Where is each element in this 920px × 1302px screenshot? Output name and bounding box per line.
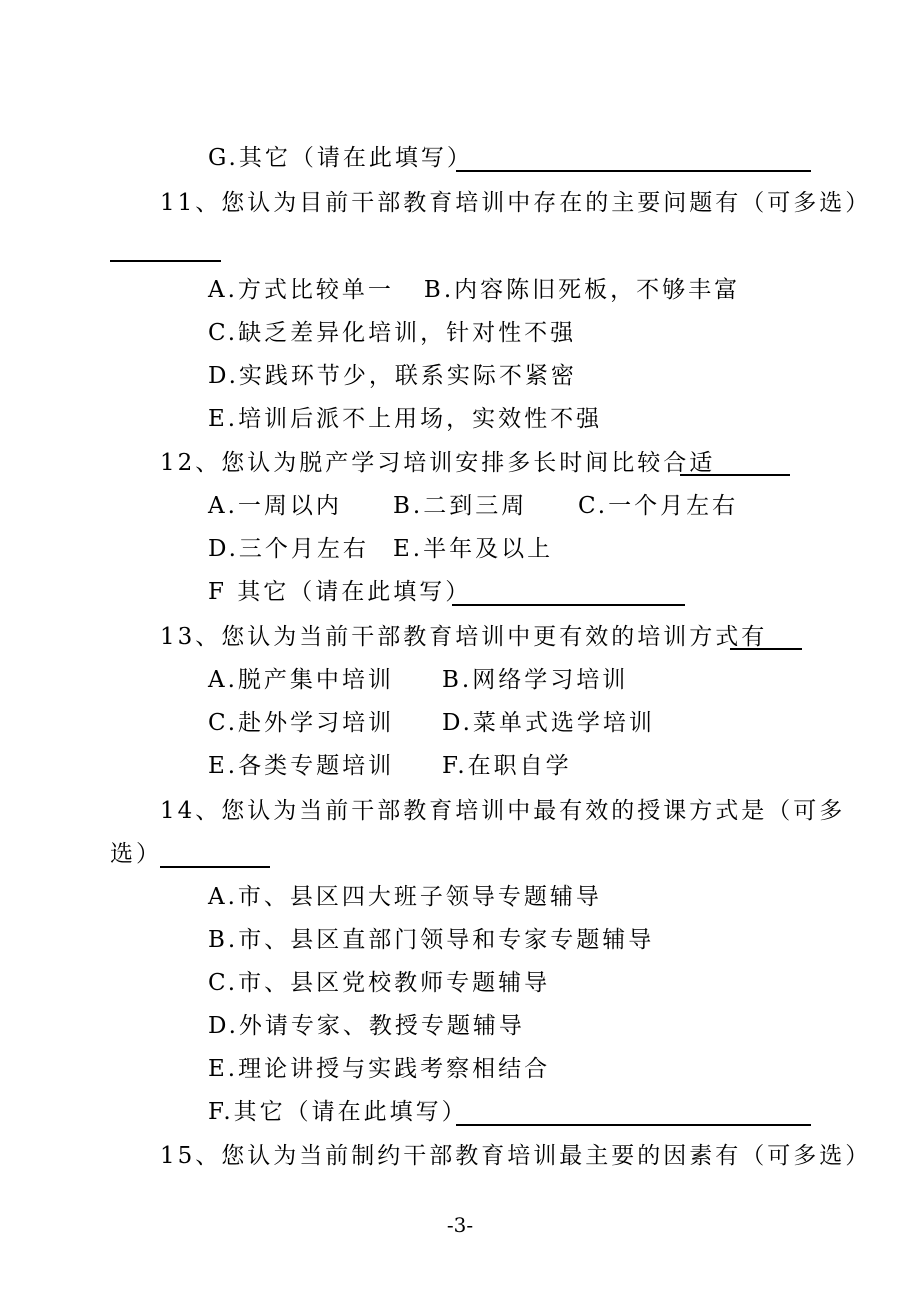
q10-option-g-blank[interactable] bbox=[456, 144, 811, 172]
page-number: -3- bbox=[446, 1213, 474, 1237]
q12-option-d: D.三个月左右 bbox=[208, 536, 369, 562]
q13-question: 13、您认为当前干部教育培训中更有效的培训方式有 bbox=[160, 624, 768, 650]
q13-option-f: F.在职自学 bbox=[442, 753, 572, 779]
q14-question-line-2: 选） bbox=[110, 841, 162, 867]
q13-option-c: C.赴外学习培训 bbox=[208, 710, 395, 736]
q11-answer-blank[interactable] bbox=[110, 234, 221, 262]
q14-option-b: B.市、县区直部门领导和专家专题辅导 bbox=[208, 927, 655, 953]
q11-option-c: C.缺乏差异化培训，针对性不强 bbox=[208, 320, 577, 346]
q14-option-d: D.外请专家、教授专题辅导 bbox=[208, 1013, 525, 1039]
q12-option-f: F 其它（请在此填写） bbox=[208, 579, 472, 605]
q11-option-e: E.培训后派不上用场，实效性不强 bbox=[208, 406, 603, 432]
q10-option-g bbox=[208, 143, 473, 173]
q12-option-f-blank[interactable] bbox=[452, 578, 685, 606]
q14-option-a: A.市、县区四大班子领导专题辅导 bbox=[208, 884, 602, 910]
q14-question-line-1: 14、您认为当前干部教育培训中最有效的授课方式是（可多 bbox=[160, 798, 846, 824]
q12-answer-blank[interactable] bbox=[680, 448, 790, 476]
q13-option-e: E.各类专题培训 bbox=[208, 753, 395, 779]
q11-question: 11、您认为目前干部教育培训中存在的主要问题有（可多选） bbox=[160, 190, 872, 216]
q15-question: 15、您认为当前制约干部教育培训最主要的因素有（可多选） bbox=[160, 1143, 872, 1169]
q13-option-b: B.网络学习培训 bbox=[442, 667, 629, 693]
q14-option-e: E.理论讲授与实践考察相结合 bbox=[208, 1056, 551, 1082]
q13-option-d: D.菜单式选学培训 bbox=[442, 710, 655, 736]
q11-option-b: B.内容陈旧死板，不够丰富 bbox=[423, 277, 741, 303]
q10-option-g-label: G.其它（请在此填写） bbox=[208, 145, 473, 171]
q12-option-e: E.半年及以上 bbox=[393, 536, 554, 562]
q13-answer-blank[interactable] bbox=[730, 622, 802, 650]
q14-option-f: F.其它（请在此填写） bbox=[208, 1099, 468, 1125]
q14-option-c: C.市、县区党校教师专题辅导 bbox=[208, 970, 551, 996]
q12-question: 12、您认为脱产学习培训安排多长时间比较合适 bbox=[160, 450, 716, 476]
q11-options-row-1 bbox=[208, 275, 740, 305]
q14-option-f-blank[interactable] bbox=[456, 1098, 811, 1126]
q12-option-c: C.一个月左右 bbox=[578, 493, 739, 519]
q13-option-a: A.脱产集中培训 bbox=[208, 667, 394, 693]
q12-option-b: B.二到三周 bbox=[393, 493, 528, 519]
q14-answer-blank[interactable] bbox=[160, 840, 270, 868]
q12-option-a: A.一周以内 bbox=[208, 493, 342, 519]
q11-option-a: A.方式比较单一 bbox=[208, 277, 394, 303]
q11-option-d: D.实践环节少，联系实际不紧密 bbox=[208, 363, 577, 389]
